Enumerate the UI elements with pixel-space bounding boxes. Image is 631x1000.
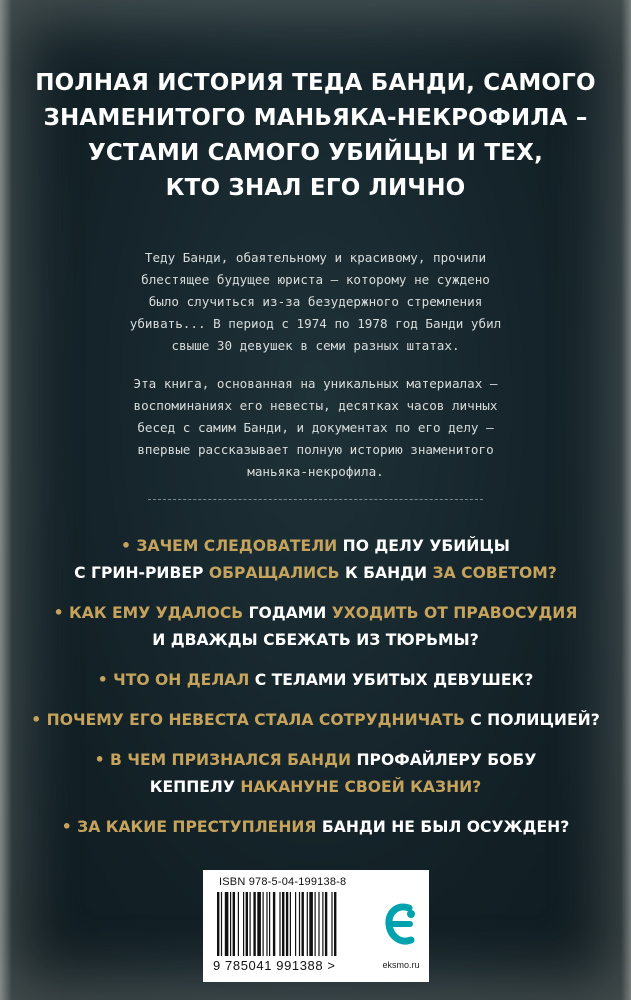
question-line (15, 774, 616, 801)
question-line (15, 814, 616, 841)
headline-line: УСТАМИ САМОГО УБИЙЦЫ И ТЕХ, (87, 140, 544, 166)
paragraph-line: бесед с самим Банди, и документах по его делу — (137, 420, 494, 435)
question-text: ПРОФАЙЛЕРУ БОБУ (351, 751, 537, 769)
paragraph-line: было случиться из-за безудержного стремления (148, 294, 483, 309)
headline (20, 66, 611, 206)
description-paragraph-2 (60, 373, 571, 483)
question-list (15, 533, 616, 854)
cover-edge-left (0, 0, 12, 1000)
question-highlight: УХОДИТЬ ОТ ПРАВОСУДИЯ (331, 604, 578, 622)
bullet-icon: • (94, 751, 105, 769)
question-item (15, 667, 616, 694)
bullet-icon: • (61, 818, 72, 836)
barcode-panel (203, 870, 429, 982)
question-highlight: ПОЧЕМУ ЕГО НЕВЕСТА (46, 711, 255, 729)
paragraph-line: убивать... В период с 1974 по 1978 год Банди убил (129, 316, 502, 331)
section-divider (148, 499, 483, 500)
question-line (15, 667, 616, 694)
question-text: С ПОЛИЦИЕЙ? (464, 711, 600, 729)
question-text: ГОДАМИ (243, 604, 332, 622)
question-item (15, 814, 616, 841)
question-highlight: ЗА СОВЕТОМ? (432, 564, 557, 582)
paragraph-line: блестящее будущее юриста — которому не суждено (141, 272, 490, 287)
headline-line: ЗНАМЕНИТОГО МАНЬЯКА-НЕКРОФИЛА – (43, 105, 588, 131)
barcode-digits: 9 785041 991388 > (213, 958, 336, 973)
question-line (15, 747, 616, 774)
question-text: БАНДИ НЕ БЫЛ ОСУЖДЕН? (316, 818, 570, 836)
question-line (15, 533, 616, 560)
isbn-text: ISBN 978-5-04-199138-8 (219, 876, 347, 888)
publisher-site: eksmo.ru (382, 960, 420, 970)
question-highlight: ОБРАЩАЛИСЬ (208, 564, 340, 582)
question-line (15, 560, 616, 587)
question-item (15, 747, 616, 801)
question-highlight: ЗАЧЕМ СЛЕДОВАТЕЛИ (136, 537, 338, 555)
question-item (15, 707, 616, 734)
bullet-icon: • (97, 671, 108, 689)
question-line (15, 600, 616, 627)
question-line (15, 627, 616, 654)
question-item (15, 533, 616, 587)
bullet-icon: • (53, 604, 64, 622)
question-text: С ГРИН-РИВЕР (74, 564, 209, 582)
bullet-icon: • (121, 537, 131, 555)
paragraph-line: Теду Банди, обаятельному и красивому, прочили (144, 250, 487, 265)
paragraph-line: воспоминаниях его невесты, десятках часов личных (133, 398, 498, 413)
headline-line: КТО ЗНАЛ ЕГО ЛИЧНО (165, 175, 466, 201)
bullet-icon: • (31, 711, 42, 729)
paragraph-line: маньяка-некрофила. (247, 464, 384, 479)
question-text: С ТЕЛАМИ УБИТЫХ ДЕВУШЕК? (249, 671, 534, 689)
question-highlight: СТАЛА СОТРУДНИЧАТЬ (254, 711, 465, 729)
description-paragraph-1 (60, 247, 571, 357)
question-text: ПО ДЕЛУ УБИЙЦЫ (337, 537, 510, 555)
paragraph-line: впервые рассказывает полную историю знаменитого (137, 442, 494, 457)
question-highlight: ЗА КАКИЕ ПРЕСТУПЛЕНИЯ (77, 818, 317, 836)
question-highlight: ЧТО ОН ДЕЛАЛ (113, 671, 250, 689)
paragraph-line: свыше 30 девушек в семи разных штатах. (171, 338, 460, 353)
question-text: КЕППЕЛУ (149, 778, 241, 796)
paragraph-line: Эта книга, основанная на уникальных материалах — (133, 376, 498, 391)
question-line (15, 707, 616, 734)
question-highlight: КАК ЕМУ УДАЛОСЬ (69, 604, 244, 622)
cover-edge-right (621, 0, 631, 1000)
question-highlight: НАКАНУНЕ СВОЕЙ КАЗНИ? (240, 778, 482, 796)
question-highlight: В ЧЕМ ПРИЗНАЛСЯ БАНДИ (110, 751, 352, 769)
question-text: К БАНДИ (339, 564, 433, 582)
eksmo-logo-icon (384, 900, 418, 950)
question-item (15, 600, 616, 654)
headline-line: ПОЛНАЯ ИСТОРИЯ ТЕДА БАНДИ, САМОГО (35, 70, 596, 96)
barcode-icon (217, 892, 377, 958)
question-text: И ДВАЖДЫ СБЕЖАТЬ ИЗ ТЮРЬМЫ? (152, 631, 479, 649)
